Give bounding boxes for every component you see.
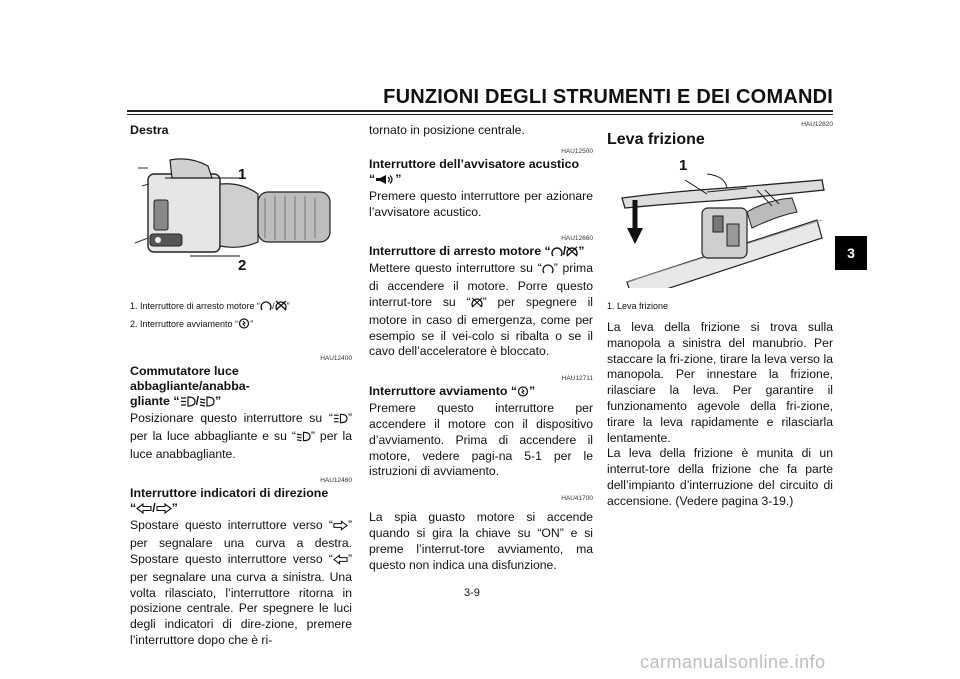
column-1	[130, 120, 352, 649]
high-beam-icon	[333, 413, 348, 429]
column-3	[607, 120, 833, 510]
code-hau12820: HAU12820	[801, 121, 833, 128]
caption-2: 2. Interruttore avviamento “ ”	[130, 316, 352, 334]
heading-horn-line2: “ ”	[369, 172, 593, 189]
code-hau12500: HAU12500	[561, 147, 593, 155]
caption-1: 1. Interruttore di arresto motore “ / ”	[130, 298, 352, 316]
horn-icon	[375, 174, 395, 189]
figure-label-2: 2	[238, 257, 247, 274]
body-horn: Premere questo interruttore per azionare l’avvisatore acustico.	[369, 188, 593, 219]
code-hau12660: HAU12660	[561, 235, 593, 243]
heading-starter: Interruttore avviamento “ ”	[369, 384, 593, 401]
body-beam-switch: Posizionare questo interruttore su “ ” per la luce abbagliante e su “ ” per la luce anabbagliante.	[130, 411, 352, 461]
start-icon	[517, 386, 529, 401]
body-turn-signal: Spostare questo interruttore verso “ ” per segnalare una curva a destra. Spostare questo interruttore verso “ ” per segnalare una curva a sinistra. Una volta rilasciato, l’interruttore ritorna in posizione centrale. Per spegnere le luci degli indicatori di dire-zione, premere l’interruttore dopo che è ri-	[130, 518, 352, 647]
engine-stop-icon	[275, 300, 287, 316]
engine-run-icon	[542, 263, 554, 279]
body-continued: tornato in posizione centrale.	[369, 123, 525, 137]
turn-right-icon	[333, 520, 348, 536]
column-2	[369, 120, 593, 573]
figure-clutch-lever	[607, 150, 833, 288]
engine-stop-icon	[566, 246, 578, 261]
heading-beam-switch-line1: Commutatore luce abbagliante/anabba-	[130, 364, 250, 393]
section-title-destra: Destra	[130, 123, 169, 137]
right-handlebar-illustration	[130, 138, 352, 258]
header-rule	[127, 110, 833, 112]
page-header-title: FUNZIONI DEGLI STRUMENTI E DEI COMANDI	[383, 86, 833, 108]
body-clutch-1: La leva della frizione si trova sulla manopola a sinistra del manubrio. Per staccare la fri-zione, tirare la leva verso la manopola. Per innestare la frizione, rilasciare la leva. Per garantire il funzionamento agevole della fri-zione, tirare la leva rapidamente e rilasciarla lentamente.	[607, 320, 833, 445]
heading-beam-switch-line2: gliante “ / ”	[130, 394, 352, 411]
engine-run-icon	[551, 246, 563, 261]
body-engine-stop: Mettere questo interruttore su “ ” prima di accendere il motore. Porre questo interrut-tore su “ ” per spegnere il motore in caso di emergenza, come per esempio se il vei-colo si ribalta o se il cavo dell’acceleratore è bloccato.	[369, 261, 593, 359]
code-hau12460: HAU12460	[320, 477, 352, 485]
turn-left-icon	[333, 554, 348, 570]
heading-engine-stop: Interruttore di arresto motore “ / ”	[369, 244, 593, 261]
code-hau12400: HAU12400	[320, 355, 352, 362]
figure-right-handlebar	[130, 138, 352, 274]
page-number: 3-9	[464, 587, 480, 599]
body-engine-warning: La spia guasto motore si accende quando si gira la chiave su “ON” e si preme l’interrut-tore avviamento, ma questo non indica una disfunzione.	[369, 510, 593, 572]
turn-right-icon	[156, 503, 172, 518]
clutch-lever-illustration	[607, 150, 833, 288]
low-beam-icon	[296, 431, 311, 447]
body-clutch-2: La leva della frizione è munita di un interrut-tore della frizione che fa parte dell’impianto d’interruzione del circuito di accensione. (Vedere pagina 3-19.)	[607, 446, 833, 508]
engine-stop-icon	[471, 297, 483, 313]
code-hau12711: HAU12711	[561, 375, 593, 383]
heading-turn-signal-line2: “ / ”	[130, 501, 352, 518]
heading-horn-line1: Interruttore dell’avvisatore acustico	[369, 156, 580, 171]
heading-turn-signal-line1: Interruttore indicatori di direzione	[130, 486, 329, 501]
header-rule-thin	[127, 114, 833, 115]
low-beam-icon	[199, 396, 215, 411]
high-beam-icon	[180, 396, 196, 411]
caption-clutch: 1. Leva frizione	[607, 301, 669, 311]
footer-watermark: carmanualsonline.info	[640, 652, 826, 672]
body-starter: Premere questo interruttore per accendere il motore con il dispositivo d’avviamento. Prima di accendere il motore, vedere pagi-na 5-1 per le istruzioni di avviamento.	[369, 401, 593, 479]
figure-label-1: 1	[238, 166, 247, 183]
chapter-tab: 3	[835, 236, 867, 270]
code-hau41700: HAU41700	[561, 495, 593, 503]
engine-run-icon	[260, 300, 272, 316]
figure-label-clutch: 1	[679, 157, 688, 174]
turn-left-icon	[136, 503, 152, 518]
heading-clutch-lever: Leva frizione	[607, 131, 705, 148]
start-icon	[238, 318, 250, 334]
